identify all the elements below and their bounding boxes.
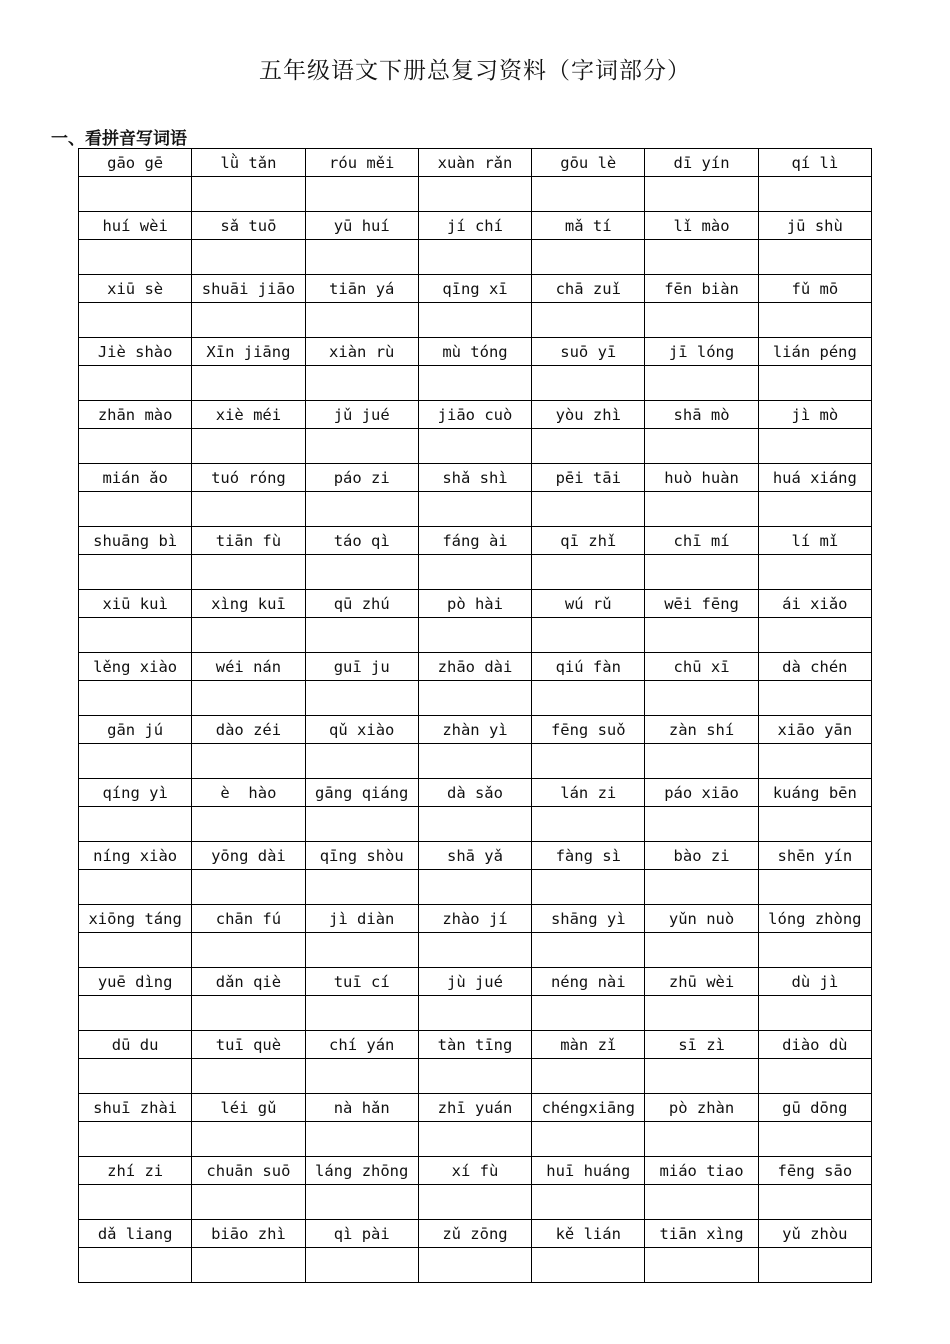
answer-cell[interactable] bbox=[79, 1185, 192, 1220]
pinyin-cell: ái xiǎo bbox=[758, 590, 871, 618]
answer-cell[interactable] bbox=[758, 807, 871, 842]
answer-cell[interactable] bbox=[192, 681, 305, 716]
pinyin-cell: lěng xiào bbox=[79, 653, 192, 681]
pinyin-cell: qì pài bbox=[305, 1220, 418, 1248]
pinyin-row bbox=[79, 842, 872, 870]
answer-cell[interactable] bbox=[418, 366, 531, 401]
pinyin-row bbox=[79, 590, 872, 618]
answer-cell[interactable] bbox=[532, 618, 645, 653]
answer-cell[interactable] bbox=[418, 870, 531, 905]
answer-row bbox=[79, 303, 872, 338]
pinyin-cell: zhàn yì bbox=[418, 716, 531, 744]
pinyin-cell: kě lián bbox=[532, 1220, 645, 1248]
answer-cell[interactable] bbox=[305, 807, 418, 842]
answer-cell[interactable] bbox=[645, 1248, 758, 1283]
pinyin-row bbox=[79, 1157, 872, 1185]
answer-cell[interactable] bbox=[305, 303, 418, 338]
pinyin-cell: fēng sāo bbox=[758, 1157, 871, 1185]
answer-row bbox=[79, 1185, 872, 1220]
pinyin-cell: dǎn qiè bbox=[192, 968, 305, 996]
answer-row bbox=[79, 618, 872, 653]
pinyin-cell: xiōng táng bbox=[79, 905, 192, 933]
pinyin-cell: mián ǎo bbox=[79, 464, 192, 492]
pinyin-cell: chā zuǐ bbox=[532, 275, 645, 303]
answer-cell[interactable] bbox=[645, 555, 758, 590]
pinyin-cell: shā mò bbox=[645, 401, 758, 429]
pinyin-cell: gōu lè bbox=[532, 149, 645, 177]
pinyin-cell: dū du bbox=[79, 1031, 192, 1059]
pinyin-cell: bào zi bbox=[645, 842, 758, 870]
answer-cell[interactable] bbox=[79, 744, 192, 779]
answer-cell[interactable] bbox=[645, 429, 758, 464]
answer-cell[interactable] bbox=[532, 555, 645, 590]
answer-row bbox=[79, 177, 872, 212]
answer-cell[interactable] bbox=[418, 177, 531, 212]
answer-cell[interactable] bbox=[79, 807, 192, 842]
answer-row bbox=[79, 366, 872, 401]
answer-cell[interactable] bbox=[758, 681, 871, 716]
pinyin-cell: wēi fēng bbox=[645, 590, 758, 618]
pinyin-cell: shǎ shì bbox=[418, 464, 531, 492]
pinyin-cell: shā yǎ bbox=[418, 842, 531, 870]
answer-cell[interactable] bbox=[79, 1059, 192, 1094]
answer-cell[interactable] bbox=[758, 366, 871, 401]
pinyin-cell: xí fù bbox=[418, 1157, 531, 1185]
answer-cell[interactable] bbox=[532, 366, 645, 401]
answer-cell[interactable] bbox=[532, 870, 645, 905]
pinyin-cell: yòu zhì bbox=[532, 401, 645, 429]
pinyin-cell: kuáng bēn bbox=[758, 779, 871, 807]
answer-cell[interactable] bbox=[192, 177, 305, 212]
pinyin-cell: dù jì bbox=[758, 968, 871, 996]
pinyin-cell: chān fú bbox=[192, 905, 305, 933]
answer-cell[interactable] bbox=[192, 366, 305, 401]
pinyin-cell: biāo zhì bbox=[192, 1220, 305, 1248]
answer-cell[interactable] bbox=[305, 177, 418, 212]
answer-cell[interactable] bbox=[192, 618, 305, 653]
answer-cell[interactable] bbox=[645, 1122, 758, 1157]
pinyin-cell: chī mí bbox=[645, 527, 758, 555]
answer-row bbox=[79, 240, 872, 275]
answer-cell[interactable] bbox=[758, 933, 871, 968]
pinyin-cell: páo zi bbox=[305, 464, 418, 492]
pinyin-cell: xuàn rǎn bbox=[418, 149, 531, 177]
pinyin-cell: chí yán bbox=[305, 1031, 418, 1059]
answer-cell[interactable] bbox=[305, 555, 418, 590]
answer-cell[interactable] bbox=[418, 555, 531, 590]
answer-cell[interactable] bbox=[758, 492, 871, 527]
answer-cell[interactable] bbox=[758, 1122, 871, 1157]
pinyin-cell: gāo gē bbox=[79, 149, 192, 177]
answer-cell[interactable] bbox=[532, 303, 645, 338]
answer-cell[interactable] bbox=[758, 1248, 871, 1283]
pinyin-cell: níng xiào bbox=[79, 842, 192, 870]
pinyin-cell: miáo tiao bbox=[645, 1157, 758, 1185]
answer-cell[interactable] bbox=[645, 618, 758, 653]
answer-row bbox=[79, 681, 872, 716]
answer-cell[interactable] bbox=[758, 240, 871, 275]
pinyin-row bbox=[79, 716, 872, 744]
answer-cell[interactable] bbox=[305, 492, 418, 527]
pinyin-cell: yū huí bbox=[305, 212, 418, 240]
answer-cell[interactable] bbox=[79, 1248, 192, 1283]
pinyin-cell: jì diàn bbox=[305, 905, 418, 933]
answer-cell[interactable] bbox=[532, 177, 645, 212]
answer-cell[interactable] bbox=[79, 177, 192, 212]
answer-cell[interactable] bbox=[418, 744, 531, 779]
pinyin-cell: qíng yì bbox=[79, 779, 192, 807]
pinyin-cell: qí lì bbox=[758, 149, 871, 177]
answer-cell[interactable] bbox=[418, 240, 531, 275]
answer-cell[interactable] bbox=[532, 1185, 645, 1220]
answer-row bbox=[79, 933, 872, 968]
answer-cell[interactable] bbox=[305, 429, 418, 464]
pinyin-cell: diào dù bbox=[758, 1031, 871, 1059]
answer-cell[interactable] bbox=[305, 1248, 418, 1283]
pinyin-cell: táo qì bbox=[305, 527, 418, 555]
pinyin-cell: xiè méi bbox=[192, 401, 305, 429]
pinyin-cell: huá xiáng bbox=[758, 464, 871, 492]
answer-cell[interactable] bbox=[645, 492, 758, 527]
answer-cell[interactable] bbox=[305, 1059, 418, 1094]
answer-cell[interactable] bbox=[758, 1059, 871, 1094]
answer-cell[interactable] bbox=[532, 996, 645, 1031]
pinyin-row bbox=[79, 653, 872, 681]
answer-cell[interactable] bbox=[192, 744, 305, 779]
section-heading: 一、看拼音写词语 bbox=[51, 129, 187, 149]
pinyin-cell: yuē dìng bbox=[79, 968, 192, 996]
answer-cell[interactable] bbox=[758, 870, 871, 905]
answer-cell[interactable] bbox=[192, 996, 305, 1031]
answer-cell[interactable] bbox=[192, 1059, 305, 1094]
pinyin-cell: qīng shòu bbox=[305, 842, 418, 870]
pinyin-cell: tuī cí bbox=[305, 968, 418, 996]
pinyin-cell: zhī yuán bbox=[418, 1094, 531, 1122]
answer-cell[interactable] bbox=[418, 807, 531, 842]
pinyin-cell: zhān mào bbox=[79, 401, 192, 429]
pinyin-cell: huī huáng bbox=[532, 1157, 645, 1185]
pinyin-cell: lóng zhòng bbox=[758, 905, 871, 933]
answer-cell[interactable] bbox=[758, 1185, 871, 1220]
answer-cell[interactable] bbox=[532, 1122, 645, 1157]
pinyin-cell: yǔ zhòu bbox=[758, 1220, 871, 1248]
pinyin-cell: dà sǎo bbox=[418, 779, 531, 807]
answer-cell[interactable] bbox=[305, 366, 418, 401]
pinyin-cell: dào zéi bbox=[192, 716, 305, 744]
answer-cell[interactable] bbox=[305, 744, 418, 779]
answer-cell[interactable] bbox=[532, 1059, 645, 1094]
pinyin-cell: dà chén bbox=[758, 653, 871, 681]
pinyin-cell: lián péng bbox=[758, 338, 871, 366]
pinyin-cell: è hào bbox=[192, 779, 305, 807]
answer-cell[interactable] bbox=[532, 933, 645, 968]
pinyin-cell: gān jú bbox=[79, 716, 192, 744]
pinyin-cell: yǔn nuò bbox=[645, 905, 758, 933]
answer-cell[interactable] bbox=[418, 681, 531, 716]
answer-cell[interactable] bbox=[645, 744, 758, 779]
pinyin-cell: lǐ mào bbox=[645, 212, 758, 240]
pinyin-cell: fáng ài bbox=[418, 527, 531, 555]
answer-cell[interactable] bbox=[192, 240, 305, 275]
pinyin-cell: shuī zhài bbox=[79, 1094, 192, 1122]
answer-cell[interactable] bbox=[79, 366, 192, 401]
pinyin-cell: jiāo cuò bbox=[418, 401, 531, 429]
pinyin-row bbox=[79, 212, 872, 240]
answer-cell[interactable] bbox=[79, 870, 192, 905]
answer-cell[interactable] bbox=[79, 240, 192, 275]
pinyin-cell: zhí zi bbox=[79, 1157, 192, 1185]
answer-cell[interactable] bbox=[305, 618, 418, 653]
answer-cell[interactable] bbox=[645, 177, 758, 212]
pinyin-cell: nà hǎn bbox=[305, 1094, 418, 1122]
pinyin-row bbox=[79, 149, 872, 177]
pinyin-cell: xiū kuì bbox=[79, 590, 192, 618]
answer-cell[interactable] bbox=[79, 996, 192, 1031]
pinyin-cell: mǎ tí bbox=[532, 212, 645, 240]
pinyin-cell: fǔ mō bbox=[758, 275, 871, 303]
pinyin-cell: qū zhú bbox=[305, 590, 418, 618]
pinyin-row bbox=[79, 464, 872, 492]
answer-cell[interactable] bbox=[418, 1248, 531, 1283]
answer-cell[interactable] bbox=[305, 240, 418, 275]
pinyin-cell: suō yī bbox=[532, 338, 645, 366]
answer-cell[interactable] bbox=[79, 1122, 192, 1157]
pinyin-cell: huò huàn bbox=[645, 464, 758, 492]
pinyin-cell: jù jué bbox=[418, 968, 531, 996]
answer-cell[interactable] bbox=[418, 996, 531, 1031]
answer-cell[interactable] bbox=[79, 933, 192, 968]
answer-cell[interactable] bbox=[79, 303, 192, 338]
answer-cell[interactable] bbox=[418, 492, 531, 527]
answer-cell[interactable] bbox=[645, 303, 758, 338]
pinyin-cell: léi gǔ bbox=[192, 1094, 305, 1122]
answer-cell[interactable] bbox=[79, 429, 192, 464]
pinyin-cell: sǎ tuō bbox=[192, 212, 305, 240]
pinyin-cell: xiāo yān bbox=[758, 716, 871, 744]
answer-cell[interactable] bbox=[192, 870, 305, 905]
pinyin-row bbox=[79, 275, 872, 303]
answer-cell[interactable] bbox=[418, 429, 531, 464]
answer-cell[interactable] bbox=[532, 681, 645, 716]
pinyin-cell: pò zhàn bbox=[645, 1094, 758, 1122]
pinyin-cell: lǜ tǎn bbox=[192, 149, 305, 177]
pinyin-cell: sī zì bbox=[645, 1031, 758, 1059]
answer-cell[interactable] bbox=[645, 240, 758, 275]
answer-cell[interactable] bbox=[645, 807, 758, 842]
pinyin-row bbox=[79, 1094, 872, 1122]
pinyin-cell: jí chí bbox=[418, 212, 531, 240]
pinyin-row bbox=[79, 1220, 872, 1248]
answer-cell[interactable] bbox=[305, 681, 418, 716]
answer-cell[interactable] bbox=[418, 933, 531, 968]
pinyin-cell: tiān xìng bbox=[645, 1220, 758, 1248]
pinyin-cell: tiān yá bbox=[305, 275, 418, 303]
pinyin-cell: shuāi jiāo bbox=[192, 275, 305, 303]
pinyin-cell: tuī què bbox=[192, 1031, 305, 1059]
pinyin-cell: Xīn jiāng bbox=[192, 338, 305, 366]
pinyin-cell: páo xiāo bbox=[645, 779, 758, 807]
pinyin-cell: yōng dài bbox=[192, 842, 305, 870]
answer-cell[interactable] bbox=[79, 492, 192, 527]
pinyin-row bbox=[79, 779, 872, 807]
answer-cell[interactable] bbox=[192, 492, 305, 527]
answer-cell[interactable] bbox=[532, 1248, 645, 1283]
pinyin-cell: shāng yì bbox=[532, 905, 645, 933]
answer-cell[interactable] bbox=[758, 618, 871, 653]
answer-cell[interactable] bbox=[418, 303, 531, 338]
pinyin-cell: chū xī bbox=[645, 653, 758, 681]
answer-cell[interactable] bbox=[192, 807, 305, 842]
pinyin-cell: xìng kuī bbox=[192, 590, 305, 618]
pinyin-cell: jī lóng bbox=[645, 338, 758, 366]
answer-cell[interactable] bbox=[192, 933, 305, 968]
pinyin-cell: gū dōng bbox=[758, 1094, 871, 1122]
pinyin-row bbox=[79, 401, 872, 429]
answer-cell[interactable] bbox=[79, 555, 192, 590]
answer-cell[interactable] bbox=[192, 555, 305, 590]
pinyin-cell: lí mǐ bbox=[758, 527, 871, 555]
pinyin-cell: qǔ xiào bbox=[305, 716, 418, 744]
pinyin-cell: róu měi bbox=[305, 149, 418, 177]
answer-cell[interactable] bbox=[305, 933, 418, 968]
answer-row bbox=[79, 492, 872, 527]
pinyin-cell: xiū sè bbox=[79, 275, 192, 303]
answer-cell[interactable] bbox=[645, 1185, 758, 1220]
pinyin-cell: fēn biàn bbox=[645, 275, 758, 303]
pinyin-cell: zǔ zōng bbox=[418, 1220, 531, 1248]
pinyin-cell: shēn yín bbox=[758, 842, 871, 870]
answer-row bbox=[79, 1059, 872, 1094]
pinyin-cell: guī ju bbox=[305, 653, 418, 681]
answer-row bbox=[79, 744, 872, 779]
pinyin-cell: pò hài bbox=[418, 590, 531, 618]
answer-cell[interactable] bbox=[418, 1059, 531, 1094]
pinyin-cell: zhào jí bbox=[418, 905, 531, 933]
pinyin-cell: jǔ jué bbox=[305, 401, 418, 429]
answer-row bbox=[79, 429, 872, 464]
pinyin-cell: wéi nán bbox=[192, 653, 305, 681]
pinyin-cell: jū shù bbox=[758, 212, 871, 240]
pinyin-cell: wú rǔ bbox=[532, 590, 645, 618]
pinyin-cell: dǎ liang bbox=[79, 1220, 192, 1248]
answer-cell[interactable] bbox=[192, 429, 305, 464]
answer-cell[interactable] bbox=[532, 492, 645, 527]
pinyin-cell: dī yín bbox=[645, 149, 758, 177]
pinyin-cell: shuāng bì bbox=[79, 527, 192, 555]
answer-cell[interactable] bbox=[305, 1122, 418, 1157]
pinyin-cell: tiān fù bbox=[192, 527, 305, 555]
answer-cell[interactable] bbox=[758, 996, 871, 1031]
answer-cell[interactable] bbox=[645, 1059, 758, 1094]
answer-cell[interactable] bbox=[79, 681, 192, 716]
answer-cell[interactable] bbox=[758, 303, 871, 338]
answer-cell[interactable] bbox=[192, 1248, 305, 1283]
answer-cell[interactable] bbox=[192, 1185, 305, 1220]
pinyin-cell: chuān suō bbox=[192, 1157, 305, 1185]
answer-cell[interactable] bbox=[532, 807, 645, 842]
answer-cell[interactable] bbox=[418, 618, 531, 653]
pinyin-row bbox=[79, 968, 872, 996]
pinyin-cell: zàn shí bbox=[645, 716, 758, 744]
answer-row bbox=[79, 870, 872, 905]
pinyin-row bbox=[79, 1031, 872, 1059]
pinyin-cell: Jiè shào bbox=[79, 338, 192, 366]
answer-cell[interactable] bbox=[758, 429, 871, 464]
pinyin-cell: xiàn rù bbox=[305, 338, 418, 366]
pinyin-row bbox=[79, 338, 872, 366]
answer-cell[interactable] bbox=[758, 744, 871, 779]
pinyin-cell: jì mò bbox=[758, 401, 871, 429]
answer-cell[interactable] bbox=[758, 555, 871, 590]
pinyin-row bbox=[79, 527, 872, 555]
answer-cell[interactable] bbox=[645, 870, 758, 905]
answer-row bbox=[79, 807, 872, 842]
pinyin-cell: qīng xī bbox=[418, 275, 531, 303]
answer-cell[interactable] bbox=[192, 303, 305, 338]
pinyin-cell: mù tóng bbox=[418, 338, 531, 366]
pinyin-cell: lán zi bbox=[532, 779, 645, 807]
answer-row bbox=[79, 1122, 872, 1157]
pinyin-cell: qiú fàn bbox=[532, 653, 645, 681]
pinyin-cell: zhāo dài bbox=[418, 653, 531, 681]
page-title: 五年级语文下册总复习资料（字词部分） bbox=[259, 58, 691, 84]
pinyin-cell: fàng sì bbox=[532, 842, 645, 870]
answer-cell[interactable] bbox=[418, 1185, 531, 1220]
answer-cell[interactable] bbox=[758, 177, 871, 212]
pinyin-cell: zhū wèi bbox=[645, 968, 758, 996]
answer-cell[interactable] bbox=[532, 240, 645, 275]
answer-cell[interactable] bbox=[532, 429, 645, 464]
pinyin-cell: qī zhǐ bbox=[532, 527, 645, 555]
answer-cell[interactable] bbox=[645, 933, 758, 968]
pinyin-cell: néng nài bbox=[532, 968, 645, 996]
pinyin-cell: màn zǐ bbox=[532, 1031, 645, 1059]
answer-cell[interactable] bbox=[192, 1122, 305, 1157]
pinyin-cell: fēng suǒ bbox=[532, 716, 645, 744]
pinyin-row bbox=[79, 905, 872, 933]
answer-row bbox=[79, 555, 872, 590]
pinyin-cell: pēi tāi bbox=[532, 464, 645, 492]
answer-cell[interactable] bbox=[79, 618, 192, 653]
pinyin-cell: gāng qiáng bbox=[305, 779, 418, 807]
answer-cell[interactable] bbox=[305, 1185, 418, 1220]
pinyin-cell: chéngxiāng bbox=[532, 1094, 645, 1122]
answer-cell[interactable] bbox=[645, 681, 758, 716]
answer-cell[interactable] bbox=[532, 744, 645, 779]
answer-row bbox=[79, 996, 872, 1031]
pinyin-cell: huí wèi bbox=[79, 212, 192, 240]
answer-cell[interactable] bbox=[418, 1122, 531, 1157]
answer-row bbox=[79, 1248, 872, 1283]
answer-cell[interactable] bbox=[305, 996, 418, 1031]
answer-cell[interactable] bbox=[305, 870, 418, 905]
pinyin-cell: tuó róng bbox=[192, 464, 305, 492]
pinyin-cell: tàn tīng bbox=[418, 1031, 531, 1059]
answer-cell[interactable] bbox=[645, 366, 758, 401]
pinyin-table bbox=[78, 148, 872, 1283]
answer-cell[interactable] bbox=[645, 996, 758, 1031]
pinyin-cell: láng zhōng bbox=[305, 1157, 418, 1185]
